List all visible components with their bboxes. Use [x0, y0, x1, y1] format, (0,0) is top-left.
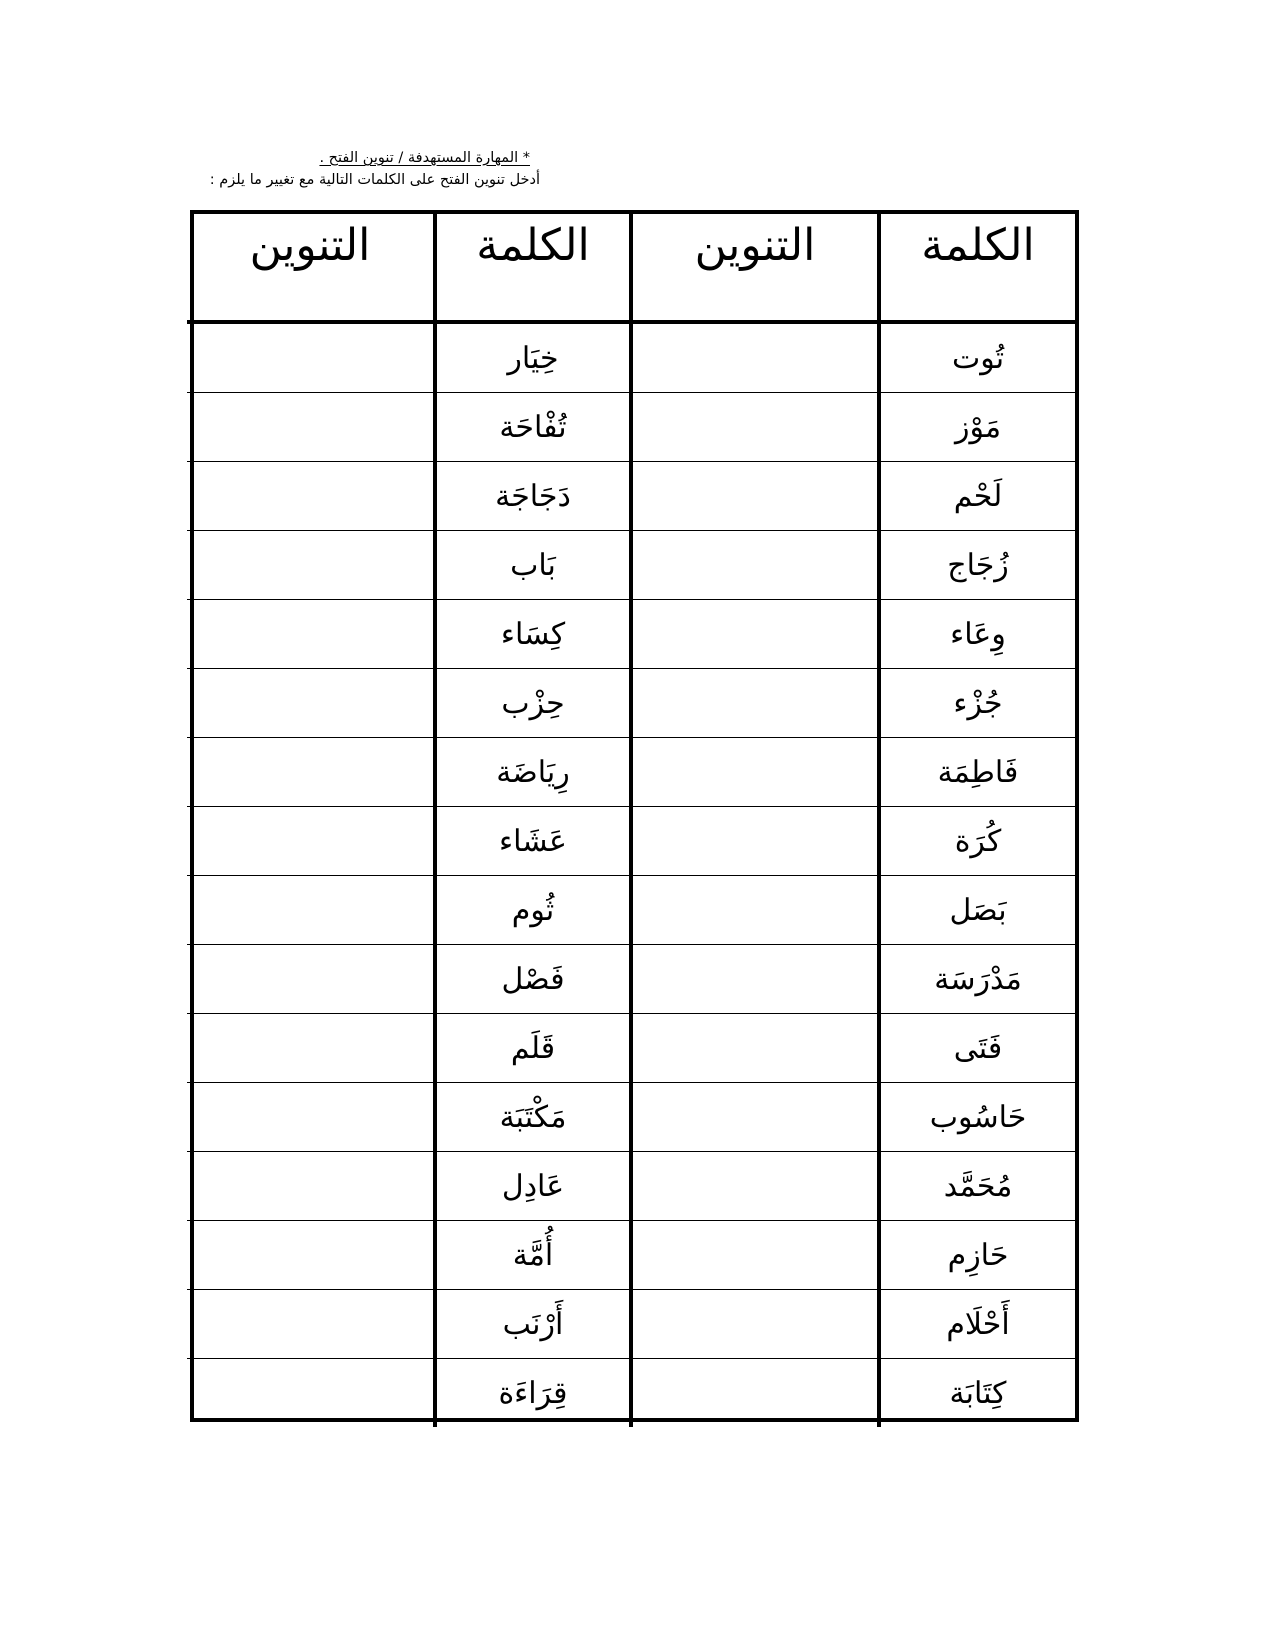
tanween-answer-cell[interactable]	[187, 462, 435, 531]
tanween-answer-cell[interactable]	[631, 876, 879, 945]
word-cell: مَكْتَبَة	[435, 1083, 631, 1152]
table-row	[187, 1152, 1075, 1221]
tanween-answer-cell[interactable]	[187, 738, 435, 807]
tanween-answer-cell[interactable]	[631, 945, 879, 1014]
tanween-answer-cell[interactable]	[631, 807, 879, 876]
word-cell: بَاب	[435, 531, 631, 600]
tanween-answer-cell[interactable]	[631, 322, 879, 393]
word-cell: أَرْنَب	[435, 1290, 631, 1359]
table-row	[187, 945, 1075, 1014]
tanween-answer-cell[interactable]	[631, 531, 879, 600]
table-row	[187, 531, 1075, 600]
table-row	[187, 1359, 1075, 1428]
instruction-line: أدخل تنوين الفتح على الكلمات التالية مع تغيير ما يلزم :	[209, 172, 540, 188]
word-cell: مَدْرَسَة	[879, 945, 1075, 1014]
header-word-1: الكلمة	[879, 214, 1075, 322]
tanween-answer-cell[interactable]	[631, 600, 879, 669]
tanween-answer-cell[interactable]	[187, 600, 435, 669]
tanween-answer-cell[interactable]	[187, 1221, 435, 1290]
word-cell: حِزْب	[435, 669, 631, 738]
table-row	[187, 600, 1075, 669]
table-row	[187, 876, 1075, 945]
word-table	[187, 214, 1075, 1427]
tanween-answer-cell[interactable]	[631, 1359, 879, 1428]
word-cell: وِعَاء	[879, 600, 1075, 669]
table-row	[187, 393, 1075, 462]
tanween-answer-cell[interactable]	[631, 393, 879, 462]
word-cell: عَادِل	[435, 1152, 631, 1221]
tanween-answer-cell[interactable]	[187, 807, 435, 876]
table-row	[187, 322, 1075, 393]
word-cell: زُجَاج	[879, 531, 1075, 600]
tanween-answer-cell[interactable]	[187, 393, 435, 462]
tanween-answer-cell[interactable]	[631, 1221, 879, 1290]
word-cell: فَتَى	[879, 1014, 1075, 1083]
word-cell: أَحْلَام	[879, 1290, 1075, 1359]
word-cell: حَاسُوب	[879, 1083, 1075, 1152]
word-cell: مُحَمَّد	[879, 1152, 1075, 1221]
tanween-answer-cell[interactable]	[187, 945, 435, 1014]
table-row	[187, 462, 1075, 531]
word-cell: ثُوم	[435, 876, 631, 945]
word-cell: كِتَابَة	[879, 1359, 1075, 1428]
tanween-worksheet-table	[190, 210, 1079, 1422]
worksheet-header	[120, 148, 540, 190]
word-cell: قِرَاءَة	[435, 1359, 631, 1428]
word-cell: حَازِم	[879, 1221, 1075, 1290]
table-row	[187, 807, 1075, 876]
word-cell: بَصَل	[879, 876, 1075, 945]
header-tanween-2: التنوين	[187, 214, 435, 322]
tanween-answer-cell[interactable]	[631, 738, 879, 807]
word-cell: عَشَاء	[435, 807, 631, 876]
header-word-2: الكلمة	[435, 214, 631, 322]
word-cell: كُرَة	[879, 807, 1075, 876]
header-row	[187, 214, 1075, 322]
word-cell: خِيَار	[435, 322, 631, 393]
header-tanween-1: التنوين	[631, 214, 879, 322]
tanween-answer-cell[interactable]	[631, 462, 879, 531]
word-cell: جُزْء	[879, 669, 1075, 738]
word-cell: لَحْم	[879, 462, 1075, 531]
table-row	[187, 1014, 1075, 1083]
tanween-answer-cell[interactable]	[187, 1083, 435, 1152]
word-cell: مَوْز	[879, 393, 1075, 462]
table-row	[187, 1221, 1075, 1290]
word-cell: أُمَّة	[435, 1221, 631, 1290]
word-cell: كِسَاء	[435, 600, 631, 669]
tanween-answer-cell[interactable]	[187, 322, 435, 393]
word-cell: قَلَم	[435, 1014, 631, 1083]
target-skill-line: * المهارة المستهدفة / تنوين الفتح .	[319, 150, 530, 166]
table-row	[187, 1290, 1075, 1359]
tanween-answer-cell[interactable]	[187, 1152, 435, 1221]
tanween-answer-cell[interactable]	[187, 669, 435, 738]
tanween-answer-cell[interactable]	[631, 1290, 879, 1359]
word-cell: رِيَاضَة	[435, 738, 631, 807]
table-row	[187, 738, 1075, 807]
word-cell: فَاطِمَة	[879, 738, 1075, 807]
table-row	[187, 669, 1075, 738]
tanween-answer-cell[interactable]	[187, 876, 435, 945]
word-cell: تُفْاحَة	[435, 393, 631, 462]
word-cell: تُوت	[879, 322, 1075, 393]
tanween-answer-cell[interactable]	[631, 1083, 879, 1152]
tanween-answer-cell[interactable]	[187, 1290, 435, 1359]
tanween-answer-cell[interactable]	[187, 1359, 435, 1428]
word-cell: دَجَاجَة	[435, 462, 631, 531]
tanween-answer-cell[interactable]	[631, 1152, 879, 1221]
table-row	[187, 1083, 1075, 1152]
tanween-answer-cell[interactable]	[187, 531, 435, 600]
tanween-answer-cell[interactable]	[631, 669, 879, 738]
word-cell: فَصْل	[435, 945, 631, 1014]
tanween-answer-cell[interactable]	[631, 1014, 879, 1083]
tanween-answer-cell[interactable]	[187, 1014, 435, 1083]
